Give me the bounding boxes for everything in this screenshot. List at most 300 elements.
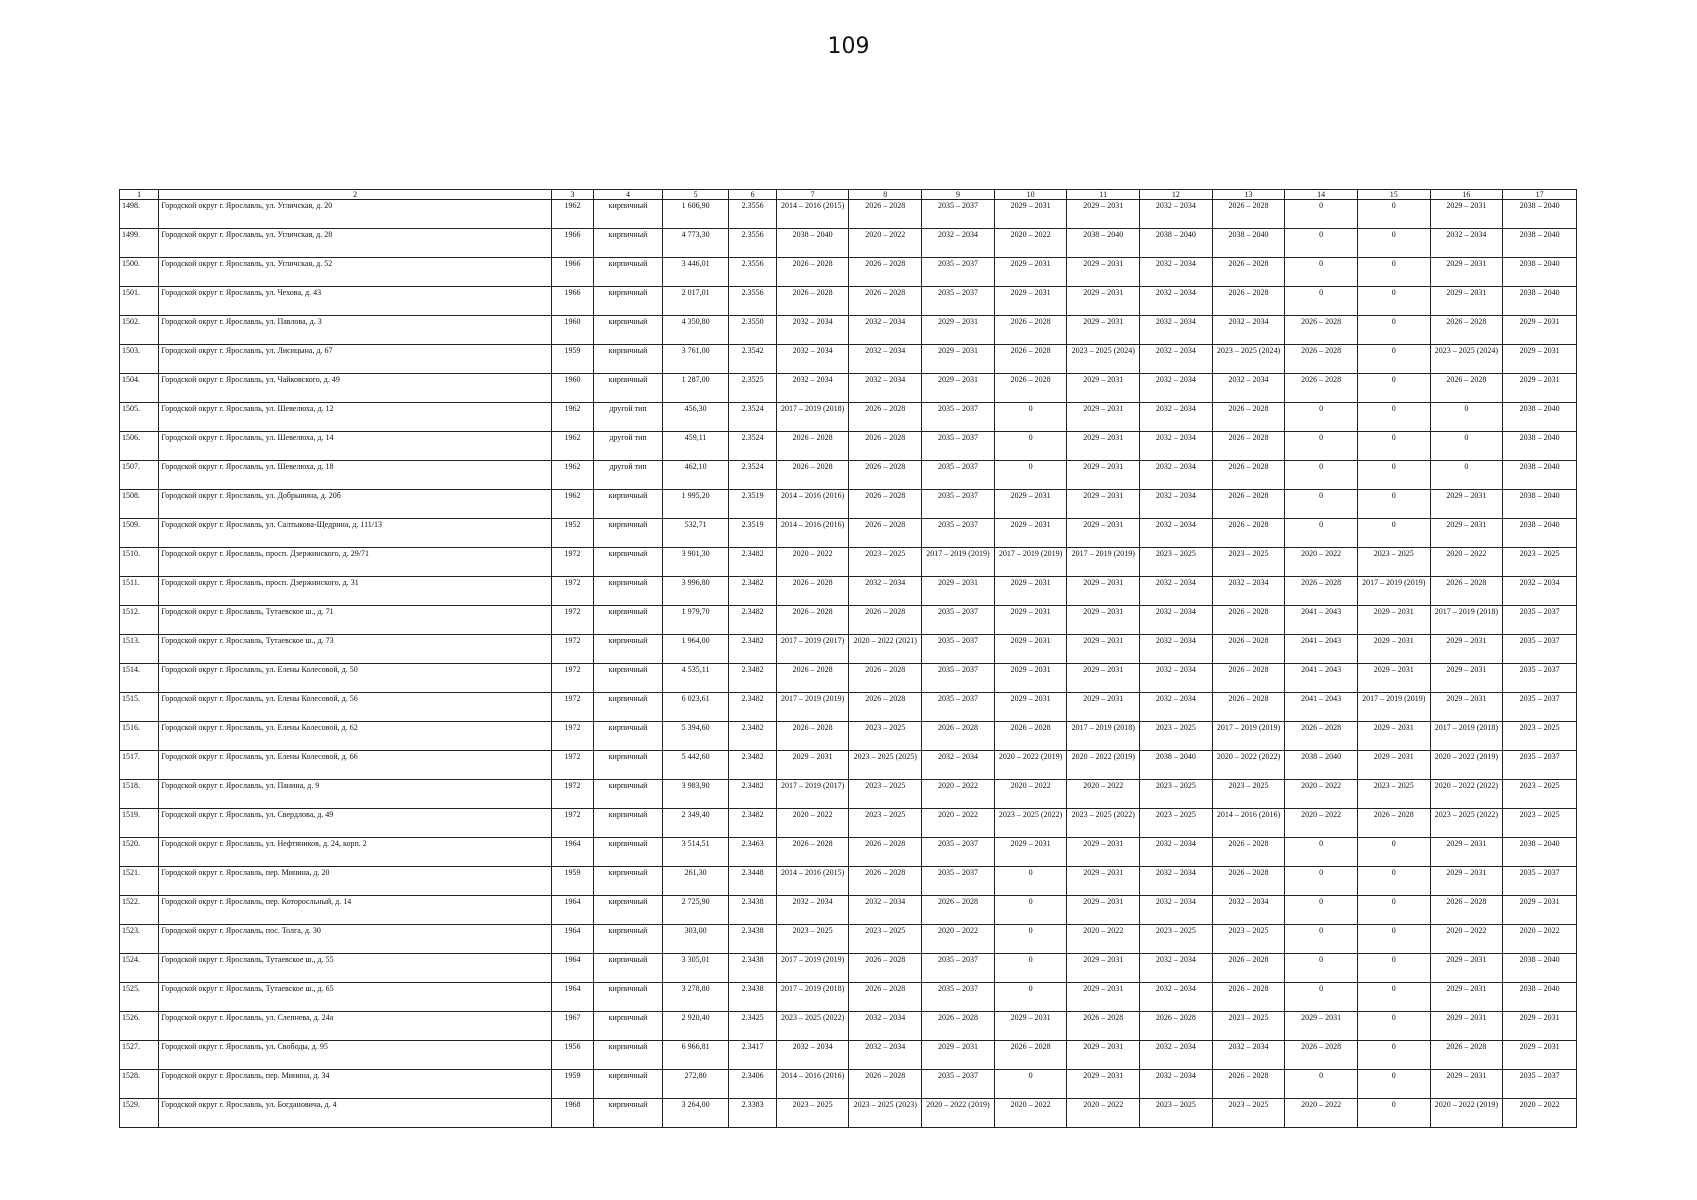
area-cell: 2 920,40 (662, 1012, 729, 1041)
work-period-cell-16: 0 (1430, 461, 1503, 490)
area-cell: 456,30 (662, 403, 729, 432)
wall-material-cell: кирпичный (594, 316, 663, 345)
table-row (120, 896, 1577, 925)
index-cell: 2.3482 (729, 809, 776, 838)
work-period-cell-7: 2017 – 2019 (2017) (776, 780, 849, 809)
work-period-cell-14: 2029 – 2031 (1285, 1012, 1358, 1041)
year-cell: 1962 (551, 200, 593, 229)
work-period-cell-7: 2026 – 2028 (776, 606, 849, 635)
wall-material-cell: кирпичный (594, 664, 663, 693)
index-cell: 2.3556 (729, 287, 776, 316)
row-number-cell: 1521. (120, 867, 159, 896)
work-period-cell-8: 2032 – 2034 (849, 1041, 922, 1070)
work-period-cell-9: 2026 – 2028 (922, 896, 995, 925)
work-period-cell-9: 2020 – 2022 (922, 780, 995, 809)
work-period-cell-7: 2020 – 2022 (776, 548, 849, 577)
row-number-cell: 1500. (120, 258, 159, 287)
table-row (120, 693, 1577, 722)
work-period-cell-13: 2038 – 2040 (1212, 229, 1285, 258)
work-period-cell-14: 2041 – 2043 (1285, 635, 1358, 664)
work-period-cell-11: 2029 – 2031 (1067, 896, 1140, 925)
work-period-cell-11: 2020 – 2022 (1067, 925, 1140, 954)
work-period-cell-17: 2023 – 2025 (1503, 809, 1577, 838)
year-cell: 1960 (551, 316, 593, 345)
work-period-cell-7: 2023 – 2025 (776, 1099, 849, 1128)
wall-material-cell: кирпичный (594, 519, 663, 548)
work-period-cell-12: 2032 – 2034 (1140, 838, 1213, 867)
work-period-cell-11: 2029 – 2031 (1067, 635, 1140, 664)
area-cell: 4 773,30 (662, 229, 729, 258)
work-period-cell-16: 2029 – 2031 (1430, 838, 1503, 867)
work-period-cell-10: 0 (994, 925, 1067, 954)
work-period-cell-17: 2035 – 2037 (1503, 1070, 1577, 1099)
work-period-cell-16: 2020 – 2022 (2019) (1430, 1099, 1503, 1128)
index-cell: 2.3482 (729, 751, 776, 780)
work-period-cell-10: 0 (994, 1070, 1067, 1099)
work-period-cell-9: 2035 – 2037 (922, 461, 995, 490)
work-period-cell-17: 2035 – 2037 (1503, 867, 1577, 896)
address-cell: Городской округ г. Ярославль, ул. Лисицына, д. 67 (159, 345, 552, 374)
wall-material-cell: кирпичный (594, 1070, 663, 1099)
table-row (120, 519, 1577, 548)
work-period-cell-9: 2032 – 2034 (922, 751, 995, 780)
work-period-cell-10: 2029 – 2031 (994, 635, 1067, 664)
table-row (120, 838, 1577, 867)
index-cell: 2.3525 (729, 374, 776, 403)
work-period-cell-7: 2032 – 2034 (776, 374, 849, 403)
work-period-cell-13: 2023 – 2025 (1212, 925, 1285, 954)
work-period-cell-9: 2035 – 2037 (922, 258, 995, 287)
address-cell: Городской округ г. Ярославль, ул. Шевелюха, д. 18 (159, 461, 552, 490)
work-period-cell-10: 2017 – 2019 (2019) (994, 548, 1067, 577)
work-period-cell-17: 2035 – 2037 (1503, 635, 1577, 664)
column-header-4: 4 (594, 190, 663, 200)
work-period-cell-11: 2020 – 2022 (1067, 780, 1140, 809)
work-period-cell-14: 0 (1285, 838, 1358, 867)
work-period-cell-14: 2041 – 2043 (1285, 664, 1358, 693)
work-period-cell-10: 2029 – 2031 (994, 664, 1067, 693)
work-period-cell-14: 2026 – 2028 (1285, 345, 1358, 374)
wall-material-cell: кирпичный (594, 751, 663, 780)
work-period-cell-17: 2038 – 2040 (1503, 838, 1577, 867)
wall-material-cell: кирпичный (594, 287, 663, 316)
year-cell: 1966 (551, 287, 593, 316)
area-cell: 261,30 (662, 867, 729, 896)
area-cell: 5 442,60 (662, 751, 729, 780)
wall-material-cell: кирпичный (594, 1099, 663, 1128)
work-period-cell-12: 2023 – 2025 (1140, 809, 1213, 838)
work-period-cell-9: 2029 – 2031 (922, 374, 995, 403)
work-period-cell-12: 2032 – 2034 (1140, 954, 1213, 983)
wall-material-cell: другой тип (594, 432, 663, 461)
work-period-cell-7: 2017 – 2019 (2018) (776, 403, 849, 432)
work-period-cell-14: 0 (1285, 432, 1358, 461)
index-cell: 2.3425 (729, 1012, 776, 1041)
work-period-cell-7: 2032 – 2034 (776, 316, 849, 345)
year-cell: 1964 (551, 983, 593, 1012)
row-number-cell: 1511. (120, 577, 159, 606)
column-header-14: 14 (1285, 190, 1358, 200)
table-row (120, 345, 1577, 374)
area-cell: 4 350,80 (662, 316, 729, 345)
work-period-cell-10: 0 (994, 867, 1067, 896)
index-cell: 2.3556 (729, 258, 776, 287)
work-period-cell-14: 0 (1285, 1070, 1358, 1099)
work-period-cell-11: 2029 – 2031 (1067, 519, 1140, 548)
work-period-cell-8: 2026 – 2028 (849, 954, 922, 983)
work-period-cell-13: 2026 – 2028 (1212, 432, 1285, 461)
work-period-cell-12: 2023 – 2025 (1140, 722, 1213, 751)
work-period-cell-12: 2032 – 2034 (1140, 896, 1213, 925)
work-period-cell-13: 2026 – 2028 (1212, 867, 1285, 896)
work-period-cell-17: 2038 – 2040 (1503, 432, 1577, 461)
work-period-cell-13: 2017 – 2019 (2019) (1212, 722, 1285, 751)
work-period-cell-8: 2032 – 2034 (849, 316, 922, 345)
area-cell: 1 964,00 (662, 635, 729, 664)
area-cell: 3 901,30 (662, 548, 729, 577)
work-period-cell-12: 2023 – 2025 (1140, 548, 1213, 577)
work-period-cell-11: 2029 – 2031 (1067, 693, 1140, 722)
work-period-cell-14: 0 (1285, 461, 1358, 490)
work-period-cell-16: 2023 – 2025 (2024) (1430, 345, 1503, 374)
wall-material-cell: кирпичный (594, 925, 663, 954)
work-period-cell-14: 2026 – 2028 (1285, 374, 1358, 403)
work-period-cell-13: 2026 – 2028 (1212, 258, 1285, 287)
work-period-cell-14: 2020 – 2022 (1285, 548, 1358, 577)
year-cell: 1972 (551, 809, 593, 838)
year-cell: 1964 (551, 896, 593, 925)
work-period-cell-16: 2023 – 2025 (2022) (1430, 809, 1503, 838)
work-period-cell-17: 2029 – 2031 (1503, 1012, 1577, 1041)
address-cell: Городской округ г. Ярославль, Тутаевское ш., д. 71 (159, 606, 552, 635)
work-period-cell-7: 2023 – 2025 (2022) (776, 1012, 849, 1041)
column-header-10: 10 (994, 190, 1067, 200)
index-cell: 2.3556 (729, 200, 776, 229)
wall-material-cell: кирпичный (594, 374, 663, 403)
column-header-17: 17 (1503, 190, 1577, 200)
table-row (120, 1012, 1577, 1041)
work-period-cell-17: 2038 – 2040 (1503, 200, 1577, 229)
work-period-cell-8: 2023 – 2025 (849, 780, 922, 809)
work-period-cell-11: 2029 – 2031 (1067, 461, 1140, 490)
address-cell: Городской округ г. Ярославль, ул. Салтыкова-Щедрина, д. 111/13 (159, 519, 552, 548)
work-period-cell-7: 2020 – 2022 (776, 809, 849, 838)
index-cell: 2.3524 (729, 432, 776, 461)
table-row (120, 461, 1577, 490)
column-header-16: 16 (1430, 190, 1503, 200)
table-row (120, 1099, 1577, 1128)
housing-registry-table (119, 189, 1577, 1128)
row-number-cell: 1508. (120, 490, 159, 519)
address-cell: Городской округ г. Ярославль, ул. Добрынина, д. 20б (159, 490, 552, 519)
year-cell: 1962 (551, 490, 593, 519)
work-period-cell-8: 2026 – 2028 (849, 1070, 922, 1099)
work-period-cell-17: 2038 – 2040 (1503, 287, 1577, 316)
work-period-cell-9: 2035 – 2037 (922, 432, 995, 461)
work-period-cell-13: 2026 – 2028 (1212, 461, 1285, 490)
work-period-cell-10: 2026 – 2028 (994, 316, 1067, 345)
work-period-cell-14: 0 (1285, 287, 1358, 316)
work-period-cell-11: 2029 – 2031 (1067, 258, 1140, 287)
work-period-cell-17: 2038 – 2040 (1503, 258, 1577, 287)
index-cell: 2.3542 (729, 345, 776, 374)
address-cell: Городской округ г. Ярославль, Тутаевское ш., д. 73 (159, 635, 552, 664)
year-cell: 1972 (551, 693, 593, 722)
work-period-cell-15: 2029 – 2031 (1357, 635, 1430, 664)
area-cell: 3 983,90 (662, 780, 729, 809)
wall-material-cell: кирпичный (594, 606, 663, 635)
year-cell: 1966 (551, 229, 593, 258)
year-cell: 1960 (551, 374, 593, 403)
address-cell: Городской округ г. Ярославль, ул. Павлова, д. 3 (159, 316, 552, 345)
work-period-cell-12: 2023 – 2025 (1140, 1099, 1213, 1128)
work-period-cell-13: 2032 – 2034 (1212, 374, 1285, 403)
work-period-cell-17: 2035 – 2037 (1503, 693, 1577, 722)
wall-material-cell: кирпичный (594, 983, 663, 1012)
work-period-cell-16: 2026 – 2028 (1430, 374, 1503, 403)
index-cell: 2.3482 (729, 693, 776, 722)
work-period-cell-13: 2032 – 2034 (1212, 316, 1285, 345)
table-row (120, 316, 1577, 345)
work-period-cell-16: 2017 – 2019 (2018) (1430, 722, 1503, 751)
row-number-cell: 1523. (120, 925, 159, 954)
work-period-cell-10: 0 (994, 954, 1067, 983)
work-period-cell-8: 2026 – 2028 (849, 490, 922, 519)
work-period-cell-14: 0 (1285, 490, 1358, 519)
address-cell: Городской округ г. Ярославль, ул. Богдановича, д. 4 (159, 1099, 552, 1128)
work-period-cell-10: 0 (994, 896, 1067, 925)
work-period-cell-14: 0 (1285, 983, 1358, 1012)
work-period-cell-17: 2029 – 2031 (1503, 374, 1577, 403)
year-cell: 1972 (551, 780, 593, 809)
work-period-cell-14: 0 (1285, 954, 1358, 983)
index-cell: 2.3406 (729, 1070, 776, 1099)
year-cell: 1964 (551, 925, 593, 954)
work-period-cell-16: 2026 – 2028 (1430, 896, 1503, 925)
work-period-cell-9: 2035 – 2037 (922, 635, 995, 664)
table-row (120, 751, 1577, 780)
table-row (120, 200, 1577, 229)
address-cell: Городской округ г. Ярославль, ул. Слепнева, д. 24а (159, 1012, 552, 1041)
index-cell: 2.3482 (729, 548, 776, 577)
address-cell: Городской округ г. Ярославль, ул. Елены Колесовой, д. 66 (159, 751, 552, 780)
work-period-cell-9: 2035 – 2037 (922, 838, 995, 867)
work-period-cell-15: 0 (1357, 1099, 1430, 1128)
work-period-cell-9: 2020 – 2022 (2019) (922, 1099, 995, 1128)
area-cell: 3 514,51 (662, 838, 729, 867)
table-row (120, 548, 1577, 577)
work-period-cell-11: 2029 – 2031 (1067, 1070, 1140, 1099)
column-header-3: 3 (551, 190, 593, 200)
table-row (120, 287, 1577, 316)
work-period-cell-9: 2026 – 2028 (922, 722, 995, 751)
work-period-cell-17: 2020 – 2022 (1503, 1099, 1577, 1128)
work-period-cell-16: 2029 – 2031 (1430, 258, 1503, 287)
work-period-cell-13: 2023 – 2025 (1212, 1012, 1285, 1041)
work-period-cell-16: 2029 – 2031 (1430, 954, 1503, 983)
work-period-cell-10: 2020 – 2022 (994, 1099, 1067, 1128)
work-period-cell-7: 2017 – 2019 (2017) (776, 635, 849, 664)
row-number-cell: 1502. (120, 316, 159, 345)
wall-material-cell: кирпичный (594, 635, 663, 664)
work-period-cell-8: 2026 – 2028 (849, 606, 922, 635)
work-period-cell-13: 2026 – 2028 (1212, 519, 1285, 548)
area-cell: 6 966,81 (662, 1041, 729, 1070)
year-cell: 1964 (551, 954, 593, 983)
column-header-5: 5 (662, 190, 729, 200)
work-period-cell-14: 2041 – 2043 (1285, 693, 1358, 722)
work-period-cell-15: 2023 – 2025 (1357, 548, 1430, 577)
work-period-cell-16: 2029 – 2031 (1430, 200, 1503, 229)
work-period-cell-15: 0 (1357, 896, 1430, 925)
table-row (120, 577, 1577, 606)
wall-material-cell: другой тип (594, 461, 663, 490)
page-number: 109 (827, 34, 870, 59)
work-period-cell-17: 2035 – 2037 (1503, 606, 1577, 635)
work-period-cell-17: 2038 – 2040 (1503, 403, 1577, 432)
work-period-cell-11: 2029 – 2031 (1067, 867, 1140, 896)
work-period-cell-8: 2032 – 2034 (849, 1012, 922, 1041)
address-cell: Городской округ г. Ярославль, ул. Свердлова, д. 49 (159, 809, 552, 838)
work-period-cell-12: 2032 – 2034 (1140, 345, 1213, 374)
work-period-cell-16: 2029 – 2031 (1430, 983, 1503, 1012)
area-cell: 6 023,61 (662, 693, 729, 722)
work-period-cell-12: 2038 – 2040 (1140, 229, 1213, 258)
work-period-cell-15: 2026 – 2028 (1357, 809, 1430, 838)
address-cell: Городской округ г. Ярославль, Тутаевское ш., д. 55 (159, 954, 552, 983)
work-period-cell-17: 2038 – 2040 (1503, 490, 1577, 519)
work-period-cell-12: 2032 – 2034 (1140, 693, 1213, 722)
work-period-cell-17: 2035 – 2037 (1503, 664, 1577, 693)
work-period-cell-14: 0 (1285, 200, 1358, 229)
work-period-cell-8: 2023 – 2025 (849, 809, 922, 838)
wall-material-cell: кирпичный (594, 809, 663, 838)
index-cell: 2.3463 (729, 838, 776, 867)
work-period-cell-7: 2014 – 2016 (2015) (776, 200, 849, 229)
work-period-cell-17: 2023 – 2025 (1503, 548, 1577, 577)
work-period-cell-14: 0 (1285, 925, 1358, 954)
work-period-cell-11: 2029 – 2031 (1067, 954, 1140, 983)
wall-material-cell: кирпичный (594, 693, 663, 722)
work-period-cell-8: 2026 – 2028 (849, 867, 922, 896)
work-period-cell-9: 2020 – 2022 (922, 925, 995, 954)
work-period-cell-13: 2026 – 2028 (1212, 287, 1285, 316)
work-period-cell-14: 2020 – 2022 (1285, 1099, 1358, 1128)
work-period-cell-16: 2017 – 2019 (2018) (1430, 606, 1503, 635)
work-period-cell-17: 2029 – 2031 (1503, 896, 1577, 925)
wall-material-cell: кирпичный (594, 867, 663, 896)
table-row (120, 809, 1577, 838)
work-period-cell-14: 2020 – 2022 (1285, 780, 1358, 809)
area-cell: 3 278,80 (662, 983, 729, 1012)
work-period-cell-7: 2017 – 2019 (2019) (776, 693, 849, 722)
area-cell: 2 725,90 (662, 896, 729, 925)
work-period-cell-14: 2026 – 2028 (1285, 577, 1358, 606)
table-row (120, 722, 1577, 751)
column-header-7: 7 (776, 190, 849, 200)
work-period-cell-13: 2026 – 2028 (1212, 954, 1285, 983)
work-period-cell-15: 2023 – 2025 (1357, 780, 1430, 809)
index-cell: 2.3482 (729, 606, 776, 635)
work-period-cell-8: 2032 – 2034 (849, 896, 922, 925)
work-period-cell-10: 2029 – 2031 (994, 519, 1067, 548)
year-cell: 1972 (551, 606, 593, 635)
work-period-cell-13: 2026 – 2028 (1212, 664, 1285, 693)
work-period-cell-12: 2032 – 2034 (1140, 432, 1213, 461)
work-period-cell-7: 2014 – 2016 (2016) (776, 519, 849, 548)
wall-material-cell: кирпичный (594, 1012, 663, 1041)
work-period-cell-15: 2029 – 2031 (1357, 664, 1430, 693)
work-period-cell-13: 2026 – 2028 (1212, 693, 1285, 722)
work-period-cell-9: 2035 – 2037 (922, 606, 995, 635)
row-number-cell: 1498. (120, 200, 159, 229)
work-period-cell-17: 2032 – 2034 (1503, 577, 1577, 606)
work-period-cell-9: 2035 – 2037 (922, 519, 995, 548)
address-cell: Городской округ г. Ярославль, ул. Угличская, д. 28 (159, 229, 552, 258)
row-number-cell: 1519. (120, 809, 159, 838)
address-cell: Городской округ г. Ярославль, пос. Толга, д. 30 (159, 925, 552, 954)
work-period-cell-7: 2029 – 2031 (776, 751, 849, 780)
work-period-cell-15: 0 (1357, 1070, 1430, 1099)
row-number-cell: 1516. (120, 722, 159, 751)
address-cell: Городской округ г. Ярославль, ул. Чехова, д. 43 (159, 287, 552, 316)
area-cell: 3 996,80 (662, 577, 729, 606)
work-period-cell-12: 2032 – 2034 (1140, 664, 1213, 693)
work-period-cell-15: 0 (1357, 490, 1430, 519)
work-period-cell-12: 2032 – 2034 (1140, 403, 1213, 432)
column-header-15: 15 (1357, 190, 1430, 200)
work-period-cell-10: 2026 – 2028 (994, 1041, 1067, 1070)
work-period-cell-8: 2026 – 2028 (849, 693, 922, 722)
area-cell: 5 394,60 (662, 722, 729, 751)
work-period-cell-10: 2020 – 2022 (994, 780, 1067, 809)
year-cell: 1964 (551, 838, 593, 867)
work-period-cell-11: 2029 – 2031 (1067, 200, 1140, 229)
work-period-cell-15: 0 (1357, 374, 1430, 403)
row-number-cell: 1501. (120, 287, 159, 316)
work-period-cell-8: 2023 – 2025 (849, 722, 922, 751)
work-period-cell-11: 2020 – 2022 (2019) (1067, 751, 1140, 780)
work-period-cell-8: 2023 – 2025 (2023) (849, 1099, 922, 1128)
year-cell: 1966 (551, 258, 593, 287)
work-period-cell-9: 2032 – 2034 (922, 229, 995, 258)
work-period-cell-12: 2032 – 2034 (1140, 258, 1213, 287)
work-period-cell-12: 2032 – 2034 (1140, 606, 1213, 635)
work-period-cell-7: 2026 – 2028 (776, 577, 849, 606)
table-row (120, 258, 1577, 287)
column-header-6: 6 (729, 190, 776, 200)
column-header-2: 2 (159, 190, 552, 200)
work-period-cell-14: 2026 – 2028 (1285, 316, 1358, 345)
year-cell: 1952 (551, 519, 593, 548)
year-cell: 1972 (551, 635, 593, 664)
work-period-cell-14: 2041 – 2043 (1285, 606, 1358, 635)
work-period-cell-8: 2020 – 2022 (2021) (849, 635, 922, 664)
work-period-cell-13: 2020 – 2022 (2022) (1212, 751, 1285, 780)
table-row (120, 606, 1577, 635)
row-number-cell: 1512. (120, 606, 159, 635)
table-row (120, 983, 1577, 1012)
work-period-cell-11: 2029 – 2031 (1067, 664, 1140, 693)
work-period-cell-12: 2032 – 2034 (1140, 1041, 1213, 1070)
work-period-cell-16: 2029 – 2031 (1430, 519, 1503, 548)
year-cell: 1972 (551, 722, 593, 751)
area-cell: 3 264,00 (662, 1099, 729, 1128)
work-period-cell-14: 0 (1285, 519, 1358, 548)
area-cell: 1 287,00 (662, 374, 729, 403)
row-number-cell: 1499. (120, 229, 159, 258)
wall-material-cell: кирпичный (594, 200, 663, 229)
